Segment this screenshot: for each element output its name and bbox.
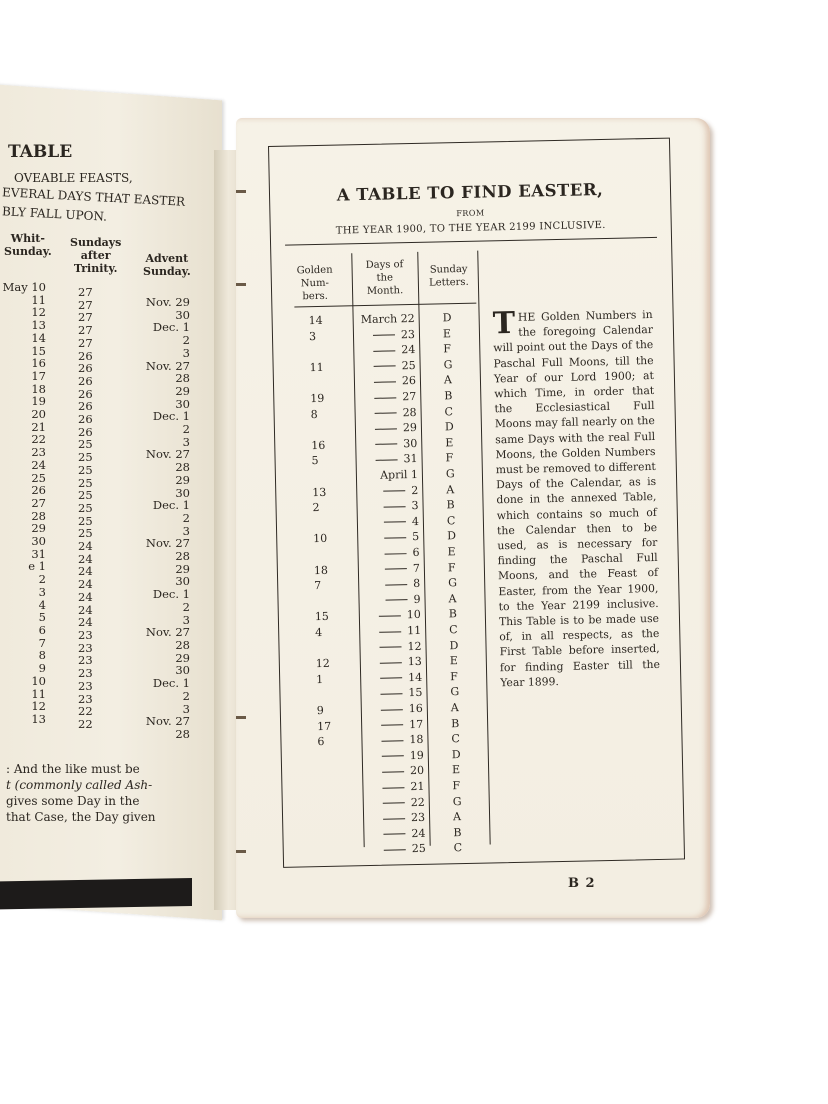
left-advent-entry: 28 [175,637,190,652]
ditto-dash [383,490,405,491]
left-trinity-entry: 26 [78,361,93,376]
ditto-dash [376,459,398,460]
day-value: 23 [400,327,416,341]
sunday-letter-cell: F [443,342,452,356]
day-value: 13 [407,655,422,669]
left-trinity-entry: 25 [78,475,93,490]
left-whit_sunday-entry: 18 [31,381,46,396]
day-cell [375,421,417,435]
day-cell [382,780,424,794]
day-value: 24 [401,343,416,357]
sunday-letter-cell: E [449,654,458,668]
sunday-letter-cell: E [442,326,452,340]
ditto-dash [384,537,406,538]
day-cell [381,717,423,731]
left-whit_sunday-entry: 15 [31,343,46,358]
left-advent-entry: 3 [182,701,190,716]
day-value: 10 [406,608,421,622]
sunday-letter-cell: G [452,794,462,808]
left-advent-entry: Dec. 1 [152,676,190,691]
day-value: 17 [409,717,424,731]
days-of-month-column [357,311,426,856]
sunday-letter-cell: C [449,623,458,637]
ditto-dash [384,849,406,850]
left-col-head-trinity: Sundays after Trinity. [70,236,122,275]
day-cell [385,593,420,607]
left-trinity-entry: 27 [78,285,93,299]
left-whit_sunday-entry: 12 [31,699,46,714]
day-value: 26 [401,374,417,388]
header-rule [285,237,657,246]
left-whit_sunday-entry: e 1 [28,559,46,574]
golden-number-cell: 9 [316,703,324,718]
day-value: 25 [411,842,426,856]
golden-number-cell: 7 [314,579,322,593]
day-cell [379,639,421,653]
sunday-letter-cell: B [448,607,458,621]
sunday-letter-cell: B [450,716,460,730]
left-whit_sunday-entry: 10 [31,673,46,688]
day-cell [373,359,415,373]
left-trinity-entry: 25 [78,450,93,465]
left-trinity-entry: 26 [78,399,93,414]
left-whit_sunday-entry: 14 [31,330,46,345]
col-head-golden-numbers: Golden Num- bers. [296,264,333,303]
left-advent-entry: 3 [182,345,190,360]
golden-number-cell: 1 [316,672,324,686]
ditto-dash [373,334,395,335]
golden-number-cell: 5 [311,454,319,468]
left-whit_sunday-entry: 17 [31,368,46,383]
sunday-letter-cell: F [452,779,461,793]
ditto-dash [380,646,402,647]
left-whit_sunday-entry: 23 [31,445,46,460]
left-whit_sunday-entry: 8 [38,648,46,663]
left-advent-entry: Nov. 27 [145,536,190,551]
day-cell [375,452,417,466]
left-whit_sunday-entry: 26 [31,483,46,498]
day-cell [384,842,426,856]
left-advent-entry: 29 [175,561,190,576]
ditto-dash [382,771,404,772]
left-whit_sunday-entry: 6 [38,622,46,637]
sunday-letter-cell: A [448,591,457,606]
left-whit_sunday-entry: 13 [31,711,46,726]
left-whit_sunday-entry: 22 [31,432,46,447]
sunday-letter-cell: E [447,545,456,559]
left-footer-line: gives some Day in the [6,794,140,808]
sunday-letter-cell: C [446,513,456,528]
day-value: 22 [410,795,425,809]
left-trinity-entry: 24 [78,577,93,592]
sunday-letter-cell: C [444,404,454,418]
ditto-dash [374,366,396,367]
left-whit_sunday-entry: 25 [31,470,46,485]
day-value: 9 [413,592,421,606]
col-head-sunday-letters: Sunday Letters. [428,263,469,289]
sunday-letter-cell: E [445,435,454,450]
left-trinity-entry: 23 [78,640,93,655]
left-advent-entry: 2 [182,688,190,703]
left-trinity-entry: 24 [78,564,93,579]
left-advent-entry: Nov. 27 [145,447,190,462]
day-cell [384,515,419,529]
day-value: 29 [402,421,418,435]
left-whit_sunday-entry: 13 [31,318,46,333]
left-trinity-entry: 22 [78,716,93,731]
left-advent-entry: 28 [175,460,190,475]
left-trinity-entry: 26 [78,348,93,363]
title-years: THE YEAR 1900, TO THE YEAR 2199 INCLUSIVE. [335,219,606,237]
left-footer-line: t (commonly called Ash- [6,778,153,792]
sunday-letter-cell: G [443,357,453,372]
golden-number-cell: 3 [308,329,317,343]
left-advent-entry: 2 [182,333,190,348]
left-trinity-entry: 23 [78,691,93,706]
day-value: 25 [401,358,416,373]
book-cover-edge [0,878,192,910]
golden-number-cell: 6 [317,735,325,749]
day-value: 20 [409,764,425,778]
day-value: 19 [409,748,424,762]
left-whit_sunday-entry: 12 [31,305,46,320]
left-trinity-entry: 23 [78,653,93,668]
ditto-dash [380,662,402,663]
day-cell [385,577,420,591]
ditto-dash [374,397,396,398]
left-trinity-column [78,286,93,731]
golden-number-cell: 17 [317,719,332,733]
day-value: 8 [413,577,421,591]
day-value: 18 [409,733,424,747]
left-trinity-entry: 27 [78,323,93,338]
left-advent-entry: 30 [175,485,190,500]
binding-stitch [236,283,246,286]
left-heading-line: TABLE [8,142,73,162]
day-value: 28 [402,405,417,419]
left-advent-entry: Nov. 27 [145,714,190,729]
left-advent-entry: 30 [175,663,190,678]
left-heading-line: BLY FALL UPON. [1,204,108,224]
left-advent-entry: Dec. 1 [152,320,190,335]
left-advent-entry: Nov. 29 [145,295,190,309]
left-whit_sunday-entry: 2 [38,572,46,587]
left-footer-line: that Case, the Day given [6,810,156,824]
left-whit_sunday-entry: 5 [38,610,46,625]
golden-number-cell: 14 [308,313,323,328]
ditto-dash [383,834,405,835]
left-trinity-entry: 26 [78,386,93,401]
ditto-dash [375,444,397,445]
sunday-letter-cell: D [451,747,461,762]
title-from: FROM [456,208,485,219]
sunday-letter-cell: B [444,389,453,403]
day-cell [383,795,425,809]
sunday-letters-column [429,311,473,855]
sunday-letter-cell: G [445,467,455,481]
left-whit_sunday-entry: 29 [31,521,46,536]
left-advent-entry: 29 [175,472,190,487]
golden-number-cell: 16 [311,438,326,452]
ditto-dash [375,428,397,429]
ditto-dash [382,756,404,757]
left-trinity-entry: 23 [78,666,93,681]
ditto-dash [382,787,404,788]
ditto-dash [381,740,403,741]
ditto-dash [375,412,397,413]
left-whit_sunday-entry: 4 [38,597,46,612]
left-whit_sunday-entry: 27 [31,495,46,510]
day-value: 7 [412,561,421,575]
left-whit_sunday-entry: 3 [38,584,46,599]
page-title: A TABLE TO FIND EASTER, [336,179,604,205]
ditto-dash [379,615,401,616]
note-text: HE Golden Numbers in the foregoing Calendar will point out the Days of the Paschal Full Moons, till the Year of our Lord 1900; at which Time, in order that the Ecclesiastical Full Moons may fall nearly on the same Days with the real Full Moons, the Golden Numbers must be removed to different Days of the Calendar, as is done in the annexed Table, which contains so much of the Calendar then to be used, as is necessary for finding the Paschal Full Moons, and the Feast of Easter, from the Year 1900, to the Year 2199 inclusive. This Table is to be made use of, in all respects, as the First Table before inserted, for finding Easter till the Year 1899. [493,307,661,690]
day-cell [373,328,415,342]
sunday-letter-cell: D [444,420,454,434]
left-advent-entry: Nov. 27 [145,625,190,640]
sunday-letter-cell: C [453,841,463,855]
left-advent-entry: 28 [175,549,190,564]
left-advent-entry: 28 [175,371,190,386]
left-trinity-entry: 24 [78,539,93,554]
binding-stitch [236,850,246,853]
day-value: 14 [408,670,423,684]
left-advent-entry: 2 [182,510,190,525]
left-heading-line: OVEABLE FEASTS, [14,171,133,185]
ditto-dash [383,802,405,803]
sunday-letter-cell: A [450,701,459,715]
left-advent-entry: 29 [175,383,190,398]
left-whit_sunday-entry: 11 [31,686,46,701]
left-trinity-entry: 24 [78,602,93,617]
left-advent-entry: 29 [175,650,190,665]
day-cell: March 22 [360,311,415,327]
left-trinity-entry: 26 [78,412,93,427]
day-value: 2 [411,483,419,497]
day-cell [382,749,424,763]
left-whit_sunday-entry: 30 [31,534,46,549]
day-value: 21 [410,779,425,794]
day-cell [383,827,425,841]
left-advent-entry: 30 [175,574,190,589]
left-advent-entry: Dec. 1 [152,587,190,602]
ditto-dash [386,599,408,600]
ditto-dash [385,553,407,554]
golden-numbers-column [295,313,345,749]
ditto-dash [384,506,406,507]
sunday-letter-cell: G [450,685,460,699]
day-value: 16 [408,701,423,716]
sunday-letter-cell: F [447,560,456,574]
day-cell [374,390,416,404]
day-cell [374,374,416,388]
left-col-head-whit: Whit- Sunday. [4,232,52,258]
left-whit_sunday-entry: 19 [31,394,46,409]
day-cell [383,811,425,825]
day-cell [375,437,417,451]
left-whit_sunday-entry: 9 [38,661,46,676]
left-advent-entry: 3 [182,612,190,627]
golden-number-cell: 13 [312,485,327,499]
ditto-dash [383,818,405,819]
left-trinity-entry: 23 [78,627,93,642]
left-advent-entry: 3 [182,523,190,538]
sunday-letter-cell: F [450,669,458,684]
signature-mark: B 2 [568,876,596,891]
left-trinity-entry: 23 [78,678,93,693]
day-cell [379,624,421,638]
day-cell [380,671,422,685]
day-value: 12 [407,639,422,653]
day-cell [381,733,423,747]
day-cell [385,562,420,576]
left-trinity-entry: 27 [78,335,93,350]
sunday-letter-cell: D [442,311,452,325]
day-cell [384,546,419,560]
left-trinity-entry: 24 [78,589,93,604]
day-value: 24 [411,826,426,840]
day-value: 23 [410,811,426,825]
left-advent-entry: 2 [182,422,190,437]
sunday-letter-cell: E [451,763,461,777]
day-value: 4 [411,514,420,528]
sunday-letter-cell: D [447,529,457,543]
day-value: 15 [408,686,423,700]
left-advent-entry: 3 [182,434,190,449]
column-divider [477,251,490,845]
golden-number-cell: 12 [315,657,330,671]
left-whit_sunday-entry: 16 [31,356,46,371]
column-divider [351,253,364,847]
golden-number-cell: 4 [315,625,323,640]
left-advent-entry: 28 [175,726,190,741]
left-trinity-entry: 26 [78,424,93,439]
day-value: 30 [403,436,418,451]
left-trinity-entry: 25 [78,526,93,541]
left-whit_sunday-entry: 21 [31,419,46,434]
easter-table-frame [268,138,685,868]
left-trinity-entry: 27 [78,310,93,325]
left-advent-column [132,296,190,741]
left-trinity-entry: 22 [78,704,93,719]
sunday-letter-cell: F [445,451,454,465]
day-cell [383,484,418,498]
ditto-dash [385,584,407,585]
sunday-letter-cell: B [453,825,462,840]
left-trinity-entry: 25 [78,437,93,452]
day-cell: April 1 [380,467,419,482]
day-cell [379,608,421,622]
golden-number-cell: 11 [309,360,324,374]
ditto-dash [381,724,403,725]
ditto-dash [380,678,402,679]
day-cell [382,764,424,778]
ditto-dash [374,381,396,382]
explanatory-note [492,307,660,690]
sunday-letter-cell: A [446,482,455,496]
left-whit_sunday-entry: 20 [31,407,46,422]
golden-number-cell: 19 [310,391,325,406]
left-whit_sunday-entry: 28 [31,508,46,523]
sunday-letter-cell: A [443,373,453,387]
left-advent-entry: 2 [182,599,190,614]
day-cell [374,406,416,420]
ditto-dash [380,693,402,694]
left-whit-sunday-column [2,281,46,726]
day-value: 3 [411,499,419,513]
left-trinity-entry: 25 [78,462,93,477]
ditto-dash [384,521,406,522]
left-col-head-advent: Advent Sunday. [143,252,191,278]
note-dropcap: T [492,305,516,342]
left-trinity-entry: 25 [78,500,93,515]
left-whit_sunday-entry: 31 [31,546,46,561]
ditto-dash [385,568,407,569]
day-cell [381,702,423,716]
left-advent-entry: Nov. 27 [145,358,190,373]
golden-number-cell: 8 [310,407,318,421]
sunday-letter-cell: G [448,576,458,590]
left-whit_sunday-entry: 24 [31,457,46,472]
day-value: 6 [412,545,420,560]
left-whit_sunday-entry: 11 [31,292,46,307]
day-value: 5 [412,530,420,544]
left-advent-entry: 30 [175,396,190,411]
left-footer-line: : And the like must be [6,762,140,776]
col-head-days-of-month: Days of the Month. [365,259,404,297]
sunday-letter-cell: B [446,498,455,512]
golden-number-cell: 10 [313,532,328,546]
day-cell [380,655,422,669]
golden-number-cell: 15 [314,610,330,624]
golden-number-cell: 2 [312,501,320,515]
left-trinity-entry: 25 [78,513,93,528]
ditto-dash [381,709,403,710]
day-cell [384,530,419,544]
binding-stitch [236,190,246,193]
sunday-letter-cell: C [451,732,461,746]
day-cell [373,343,415,357]
left-whit_sunday-entry: 7 [38,635,46,650]
column-head-rule [294,303,476,308]
ditto-dash [373,350,395,351]
sunday-letter-cell: D [449,638,459,652]
left-advent-entry: Dec. 1 [152,498,190,513]
left-trinity-entry: 24 [78,615,93,630]
left-advent-entry: Dec. 1 [152,409,190,424]
day-cell [380,686,422,700]
left-trinity-entry: 24 [78,551,93,566]
left-trinity-entry: 26 [78,373,93,388]
left-heading-line: EVERAL DAYS THAT EASTER [1,185,186,209]
sunday-letter-cell: A [452,810,462,824]
day-value: 11 [407,623,422,638]
day-cell [383,499,418,513]
left-advent-entry: 30 [175,307,190,322]
ditto-dash [379,631,401,632]
binding-stitch [236,716,246,719]
day-value: 27 [402,389,417,404]
left-whit_sunday-entry: May 10 [2,280,46,294]
left-trinity-entry: 25 [78,488,93,503]
left-trinity-entry: 27 [78,297,93,312]
golden-number-cell: 18 [313,563,329,577]
day-value: 31 [403,452,418,466]
